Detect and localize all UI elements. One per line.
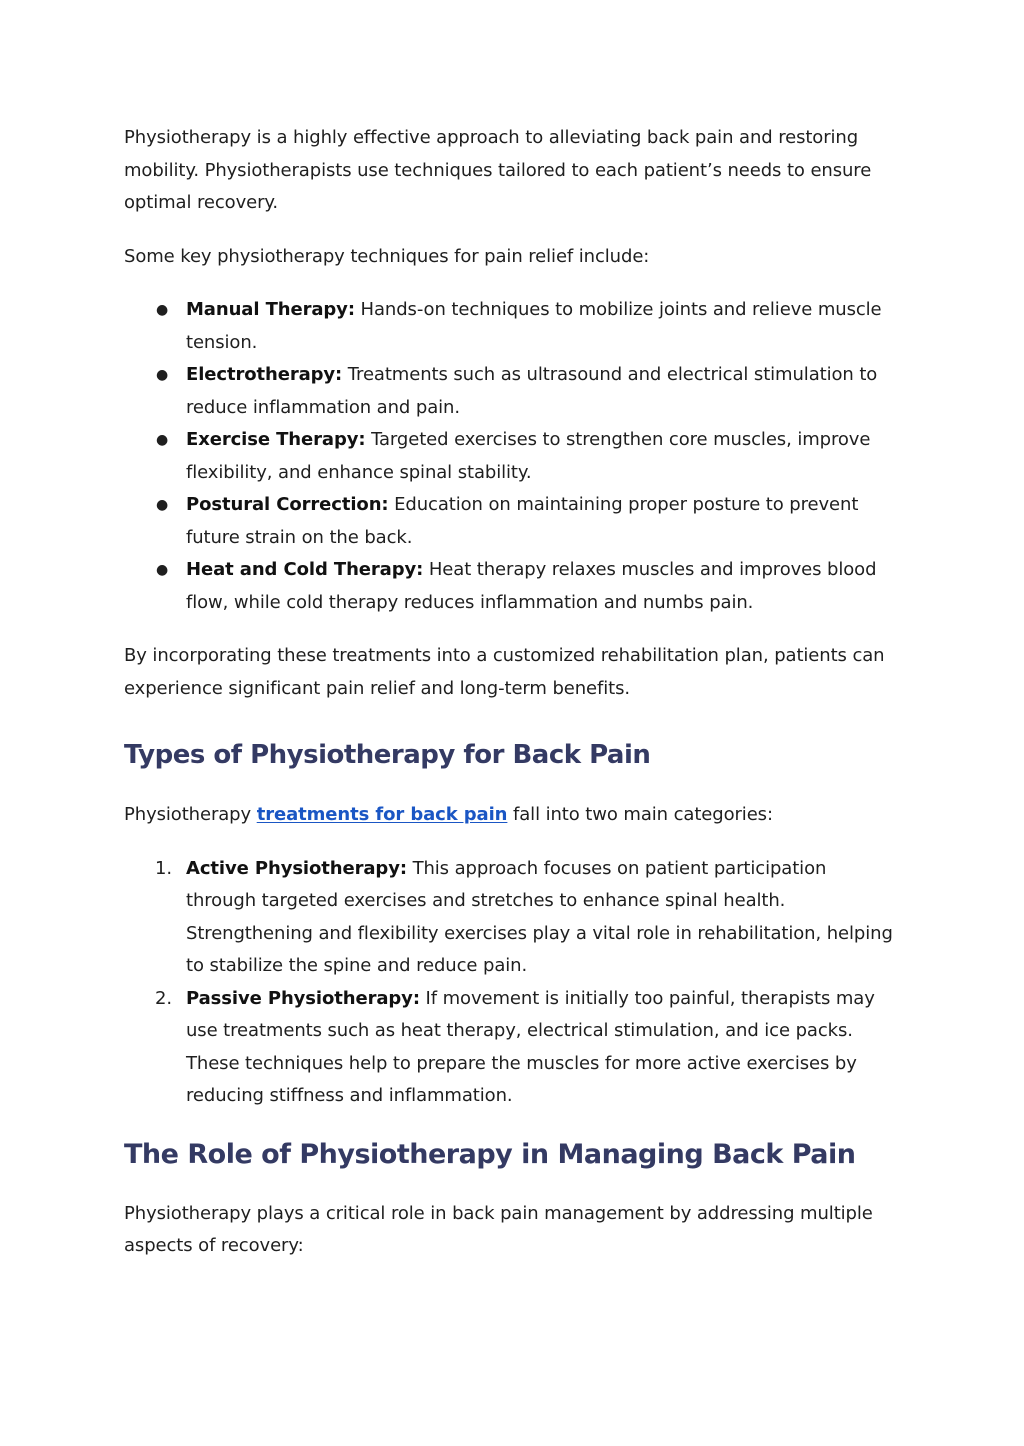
list-item-text: Education on maintaining proper posture to prevent future strain on the back.	[186, 494, 859, 548]
list-item	[124, 489, 900, 554]
list-item-text: If movement is initially too painful, therapists may use treatments such as heat therapy, electrical stimulation, and ice packs. These techniques help to prepare the muscles for more active exercises by reducing stiffness and inflammation.	[186, 987, 875, 1106]
role-lead-paragraph: Physiotherapy plays a critical role in back pain management by addressing multiple aspects of recovery:	[124, 1202, 873, 1256]
list-item-term: Electrotherapy:	[186, 364, 343, 385]
treatments-link[interactable]: treatments for back pain	[256, 804, 508, 825]
list-item-term: Manual Therapy:	[186, 299, 355, 320]
list-item-text: Treatments such as ultrasound and electrical stimulation to reduce inflammation and pain.	[186, 364, 878, 418]
list-item-text: Targeted exercises to strengthen core muscles, improve flexibility, and enhance spinal stability.	[186, 429, 871, 483]
techniques-summary-paragraph: By incorporating these treatments into a customized rehabilitation plan, patients can experience significant pain relief and long-term benefits.	[124, 645, 885, 699]
bullet-icon: ●	[156, 497, 169, 513]
list-item	[124, 424, 900, 489]
intro-paragraph: Physiotherapy is a highly effective approach to alleviating back pain and restoring mobility. Physiotherapists use techniques tailored to each patient’s needs to ensure optimal recovery.	[124, 127, 872, 213]
list-item	[124, 853, 900, 983]
list-item	[124, 554, 900, 619]
list-item-term: Postural Correction:	[186, 494, 389, 515]
types-heading: Types of Physiotherapy for Back Pain	[124, 740, 651, 770]
role-heading: The Role of Physiotherapy in Managing Back Pain	[124, 1138, 856, 1170]
list-item	[124, 294, 900, 359]
types-lead-after: fall into two main categories:	[507, 804, 773, 825]
list-item-term: Exercise Therapy:	[186, 429, 366, 450]
list-item-text: Heat therapy relaxes muscles and improves blood flow, while cold therapy reduces inflammation and numbs pain.	[186, 559, 877, 613]
techniques-lead-paragraph: Some key physiotherapy techniques for pain relief include:	[124, 245, 650, 267]
list-item	[124, 359, 900, 424]
bullet-icon: ●	[156, 367, 169, 383]
types-list	[124, 853, 900, 1113]
list-item-term: Active Physiotherapy:	[186, 857, 407, 879]
list-item	[124, 983, 900, 1113]
list-item-term: Heat and Cold Therapy:	[186, 559, 424, 580]
types-lead-paragraph	[124, 799, 900, 832]
bullet-icon: ●	[156, 562, 169, 578]
list-item-text: Hands-on techniques to mobilize joints and relieve muscle tension.	[186, 299, 882, 353]
list-item-text: This approach focuses on patient participation through targeted exercises and stretches to enhance spinal health. Strengthening and flexibility exercises play a vital role in rehabilitation, helping to stabilize the spine and reduce pain.	[186, 857, 893, 976]
list-item-number: 1.	[155, 857, 172, 879]
bullet-icon: ●	[156, 302, 169, 318]
techniques-list	[124, 294, 900, 619]
types-lead-before: Physiotherapy	[124, 804, 257, 825]
list-item-term: Passive Physiotherapy:	[186, 987, 420, 1009]
list-item-number: 2.	[155, 987, 172, 1009]
bullet-icon: ●	[156, 432, 169, 448]
